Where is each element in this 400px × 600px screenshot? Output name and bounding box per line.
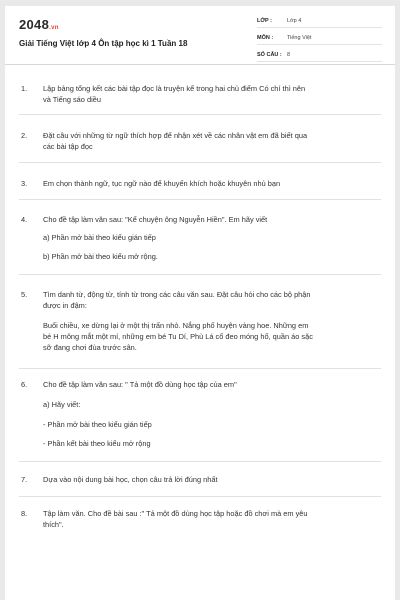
logo-suffix: .vn (49, 25, 59, 31)
question-text: Cho đề tập làm văn sau: " Tả một đồ dùng học tập của em" (43, 380, 237, 389)
question-number: 6. (21, 380, 28, 389)
question-5-passage (19, 320, 385, 353)
question-4 (19, 214, 385, 225)
worksheet-header (5, 6, 395, 65)
sub-item: b) Phần mở bài theo kiểu mở rộng. (43, 252, 158, 261)
meta-key: SỐ CÂU : (257, 52, 282, 58)
meta-value: Tiếng Việt (287, 35, 312, 41)
sub-item: - Phần kết bài theo kiểu mở rộng (43, 439, 151, 448)
divider (19, 461, 381, 462)
question-number: 8. (21, 509, 28, 518)
meta-value: 8 (287, 52, 291, 58)
question-text: và Tiếng sáo diều (43, 95, 101, 104)
question-text: Dựa vào nội dung bài học, chọn câu trả lời đúng nhất (43, 475, 218, 484)
divider (19, 274, 381, 275)
question-7 (19, 474, 385, 485)
meta-row-count (257, 50, 382, 62)
question-6 (19, 379, 385, 390)
meta-row-class (257, 16, 382, 28)
question-4-part-b (19, 251, 385, 262)
question-number: 1. (21, 84, 28, 93)
question-text: thích". (43, 520, 64, 529)
sub-item: - Phần mở bài theo kiểu gián tiếp (43, 420, 152, 429)
divider (19, 114, 381, 115)
meta-key: LỚP : (257, 18, 272, 24)
question-3 (19, 178, 385, 189)
meta-row-subject (257, 33, 382, 45)
worksheet-page (5, 6, 395, 600)
meta-value: Lớp 4 (287, 18, 302, 24)
question-1 (19, 83, 385, 105)
question-number: 7. (21, 475, 28, 484)
sub-item: a) Hãy viết: (43, 400, 81, 409)
question-number: 5. (21, 290, 28, 299)
question-text: Cho đề tập làm văn sau: "Kể chuyện ông Nguyễn Hiền". Em hãy viết (43, 215, 268, 224)
question-number: 2. (21, 131, 28, 140)
question-text: các bài tập đọc (43, 142, 93, 151)
sub-item: a) Phần mở bài theo kiểu gián tiếp (43, 233, 156, 242)
passage-line: sỡ đang chơi đùa trước sân. (43, 343, 137, 352)
question-6-part-a (19, 399, 385, 410)
question-6-item-1 (19, 419, 385, 430)
passage-line: bé H mông mắt một mí, những em bé Tu Dí, Phù Lá cổ đeo móng hổ, quần áo sặc (43, 332, 313, 341)
question-2 (19, 130, 385, 152)
logo-text: 2048 (19, 17, 50, 32)
question-4-part-a (19, 232, 385, 243)
question-text: Tập làm văn. Cho đề bài sau :" Tả một đồ dùng học tập hoặc đồ chơi mà em yêu (43, 509, 308, 518)
question-number: 4. (21, 215, 28, 224)
question-text: Đặt câu với những từ ngữ thích hợp để nhận xét về các nhân vật em đã biết qua (43, 131, 308, 140)
divider (19, 496, 381, 497)
question-5 (19, 289, 385, 311)
question-6-item-2 (19, 438, 385, 449)
question-text: được in đậm: (43, 301, 87, 310)
divider (19, 199, 381, 200)
question-text: Tìm danh từ, động từ, tính từ trong các câu văn sau. Đặt câu hỏi cho các bộ phận (43, 290, 311, 299)
question-8 (19, 508, 385, 530)
divider (19, 368, 381, 369)
site-logo[interactable] (19, 17, 59, 32)
divider (19, 162, 381, 163)
question-number: 3. (21, 179, 28, 188)
document-title: Giải Tiếng Việt lớp 4 Ôn tập học kì 1 Tuần 18 (19, 39, 188, 48)
passage-line: Buổi chiều, xe dừng lại ở một thị trấn nhỏ. Nắng phố huyện vàng hoe. Những em (43, 321, 309, 330)
question-text: Em chọn thành ngữ, tục ngữ nào để khuyến khích hoặc khuyên nhủ bạn (43, 179, 281, 188)
meta-key: MÔN : (257, 35, 274, 41)
question-text: Lập bảng tổng kết các bài tập đọc là truyện kể trong hai chủ điểm Có chí thì nên (43, 84, 306, 93)
